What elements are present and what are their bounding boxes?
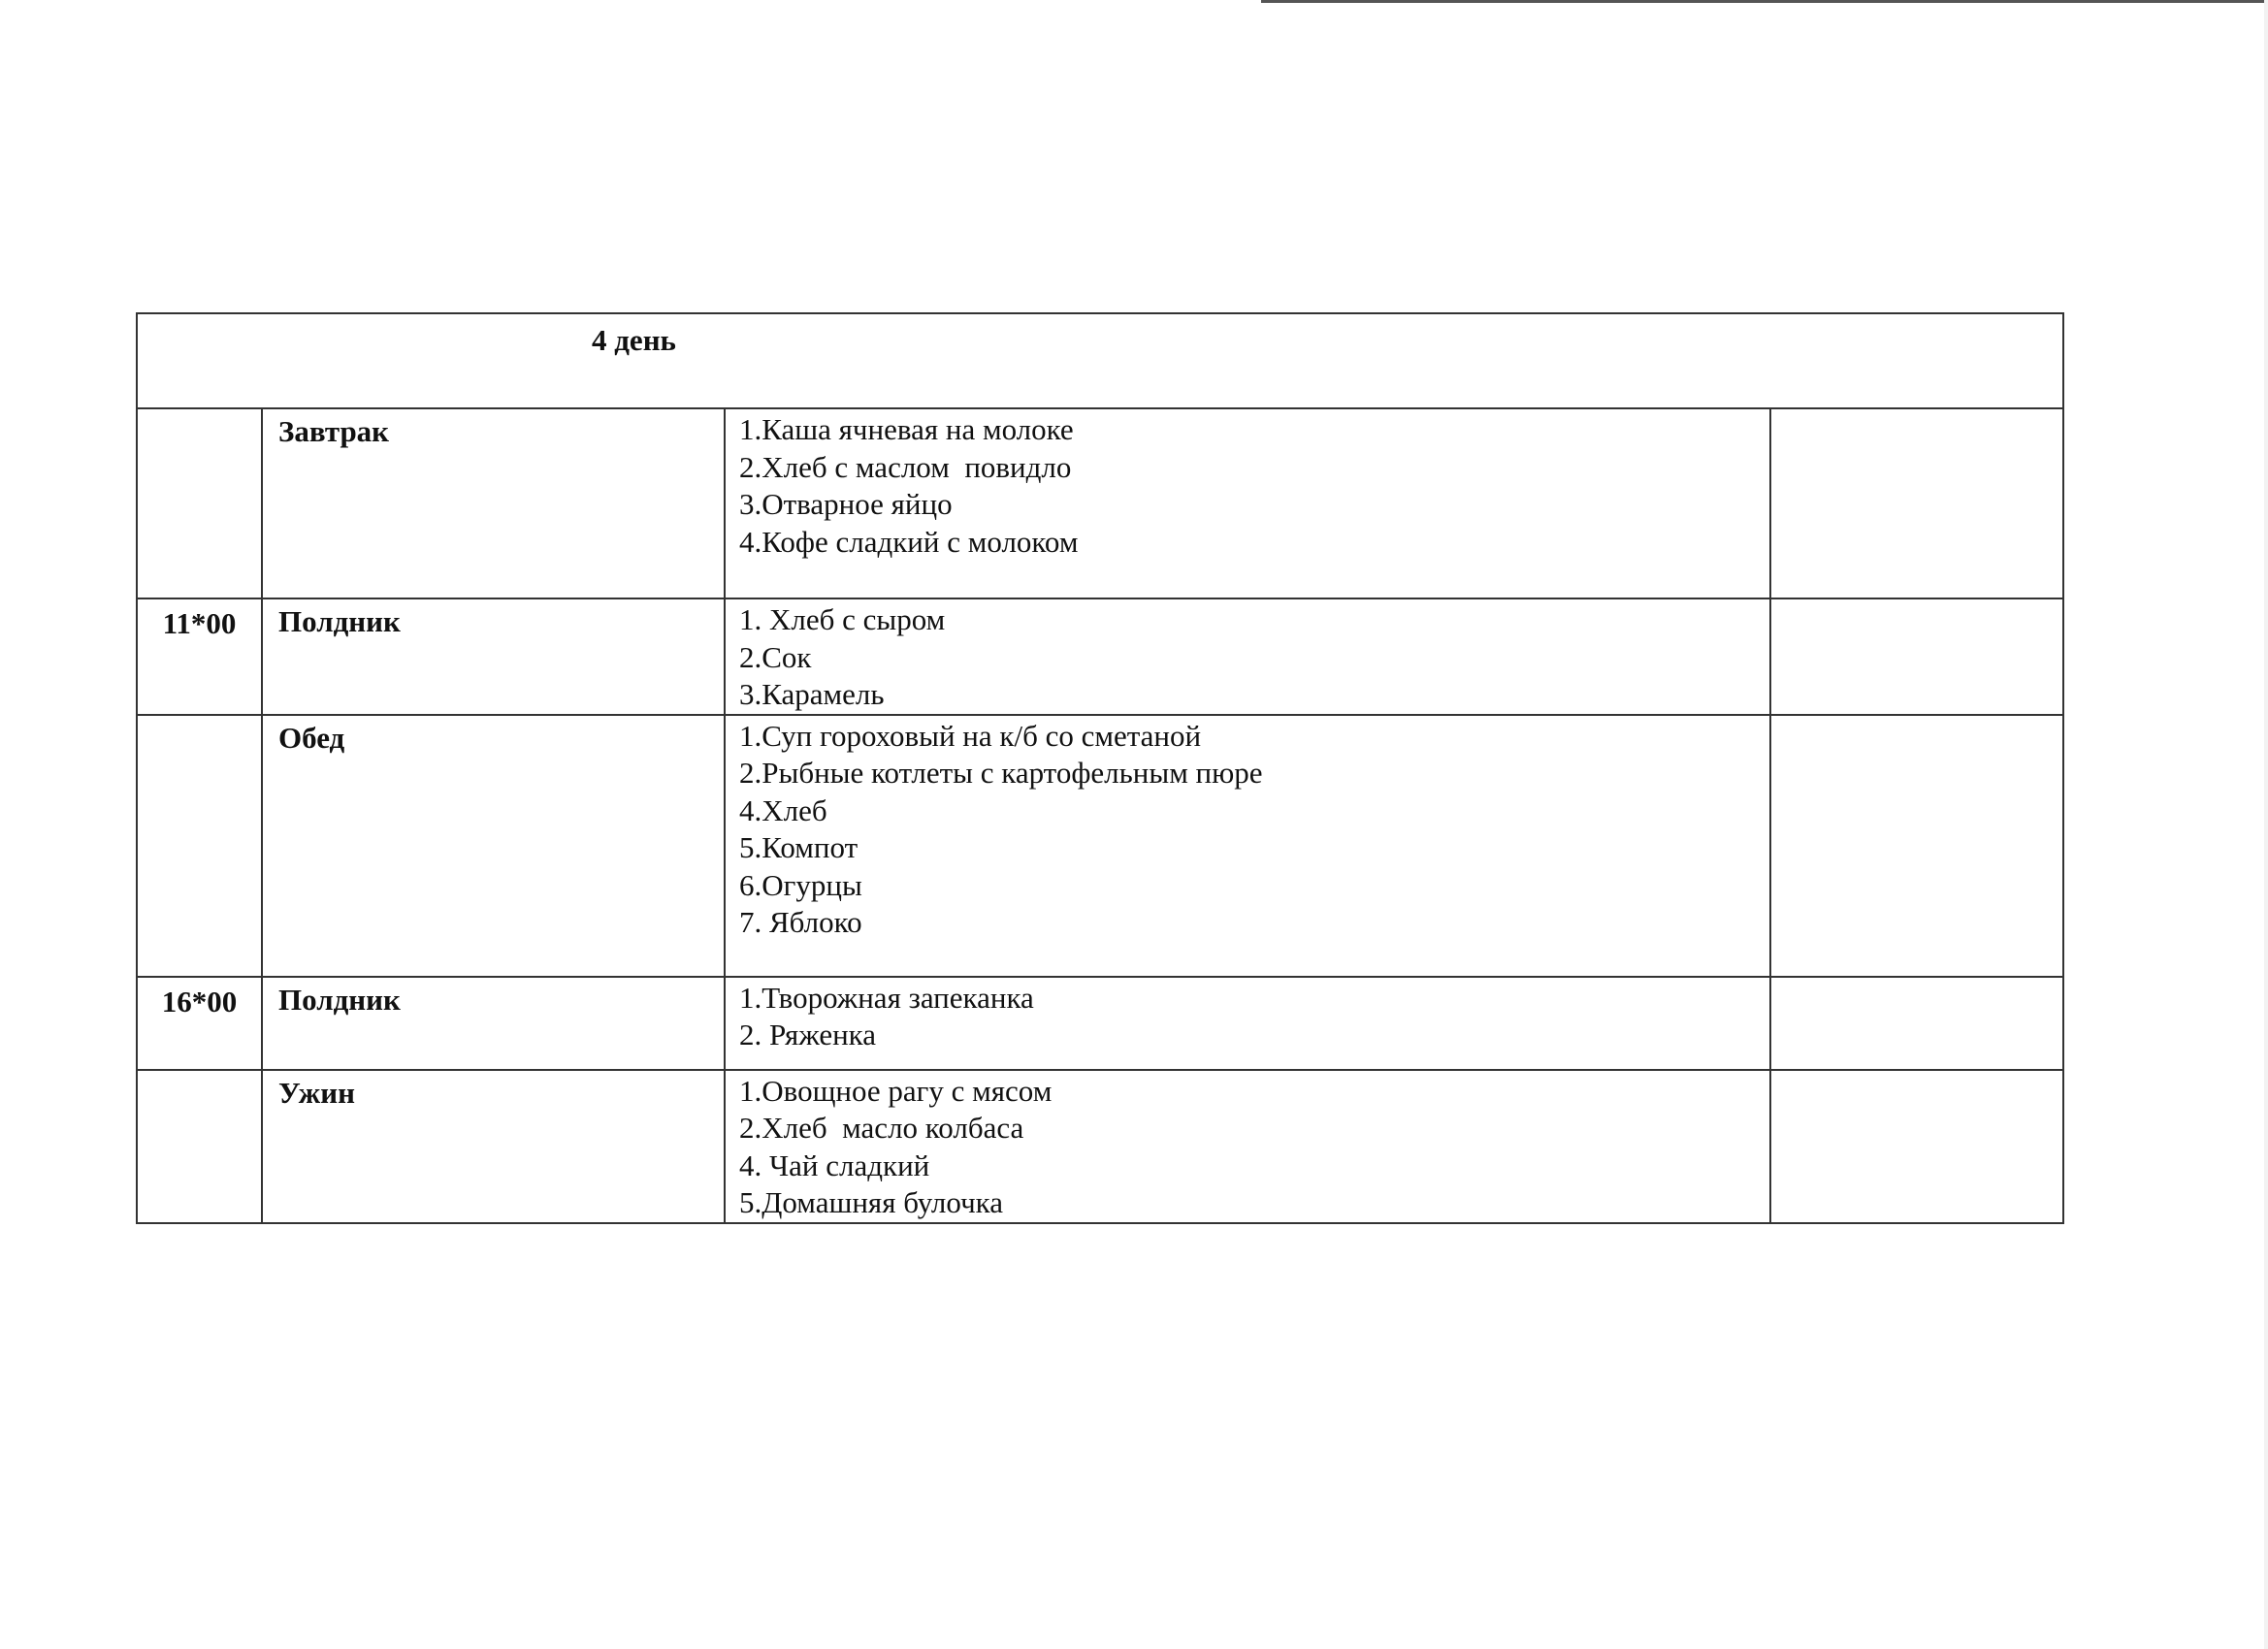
menu-items-list	[726, 716, 1769, 942]
table-row	[137, 715, 2063, 977]
menu-item: 2.Хлеб с маслом повидло	[739, 449, 1072, 484]
time-cell	[137, 715, 262, 977]
menu-item: 3.Карамель	[739, 677, 885, 711]
items-cell	[725, 977, 1770, 1070]
menu-items-list	[726, 599, 1769, 714]
meal-name: Полдник	[278, 604, 401, 638]
meal-cell	[262, 598, 725, 715]
menu-item: 1.Каша ячневая на молоке	[739, 412, 1074, 446]
time-cell	[137, 1070, 262, 1223]
menu-item: 2.Сок	[739, 639, 812, 674]
time-cell	[137, 408, 262, 598]
menu-item: 1.Суп гороховый на к/б со сметаной	[739, 718, 1202, 753]
menu-items-list	[726, 978, 1769, 1054]
menu-item: 4.Кофе сладкий с молоком	[739, 524, 1079, 559]
note-cell	[1770, 977, 2063, 1070]
note-cell	[1770, 408, 2063, 598]
menu-item: 6.Огурцы	[739, 867, 862, 902]
scan-edge-shadow	[1261, 0, 2268, 3]
day-header-cell	[137, 313, 2063, 408]
meal-name: Полдник	[278, 982, 401, 1017]
menu-item: 3.Отварное яйцо	[739, 487, 953, 521]
table-row	[137, 598, 2063, 715]
meal-cell	[262, 408, 725, 598]
menu-item: 5.Компот	[739, 830, 859, 864]
time-cell	[137, 598, 262, 715]
day-title: 4 день	[592, 323, 676, 357]
meal-time	[138, 411, 261, 415]
meal-cell	[262, 1070, 725, 1223]
menu-item: 2. Ряженка	[739, 1018, 877, 1051]
menu-item: 5.Домашняя булочка	[739, 1185, 1004, 1219]
items-cell	[725, 1070, 1770, 1223]
table-row	[137, 1070, 2063, 1223]
items-cell	[725, 715, 1770, 977]
menu-item: 4.Хлеб	[739, 792, 827, 827]
menu-items-list	[726, 409, 1769, 561]
meal-name: Обед	[278, 720, 345, 755]
meal-time: 11*00	[162, 606, 237, 640]
menu-items-list	[726, 1071, 1769, 1222]
table-header-row	[137, 313, 2063, 408]
note-cell	[1770, 715, 2063, 977]
note-cell	[1770, 1070, 2063, 1223]
meal-time	[138, 1073, 261, 1077]
scan-edge-shadow-right	[2264, 0, 2268, 1649]
menu-item: 2.Хлеб масло колбаса	[739, 1111, 1024, 1145]
menu-item: 7. Яблоко	[739, 905, 862, 939]
meal-name: Завтрак	[278, 414, 390, 448]
meal-name: Ужин	[278, 1075, 355, 1110]
items-cell	[725, 598, 1770, 715]
table-row	[137, 408, 2063, 598]
note-cell	[1770, 598, 2063, 715]
table-row	[137, 977, 2063, 1070]
menu-item: 2.Рыбные котлеты с картофельным пюре	[739, 756, 1263, 790]
menu-item: 1.Творожная запеканка	[739, 980, 1034, 1015]
menu-table	[136, 312, 2064, 1224]
meal-time	[138, 718, 261, 722]
menu-item: 1.Овощное рагу с мясом	[739, 1073, 1053, 1108]
meal-cell	[262, 977, 725, 1070]
menu-item: 4. Чай сладкий	[739, 1148, 930, 1182]
meal-cell	[262, 715, 725, 977]
meal-time: 16*00	[161, 984, 238, 1018]
items-cell	[725, 408, 1770, 598]
menu-item: 1. Хлеб с сыром	[739, 602, 946, 636]
time-cell	[137, 977, 262, 1070]
